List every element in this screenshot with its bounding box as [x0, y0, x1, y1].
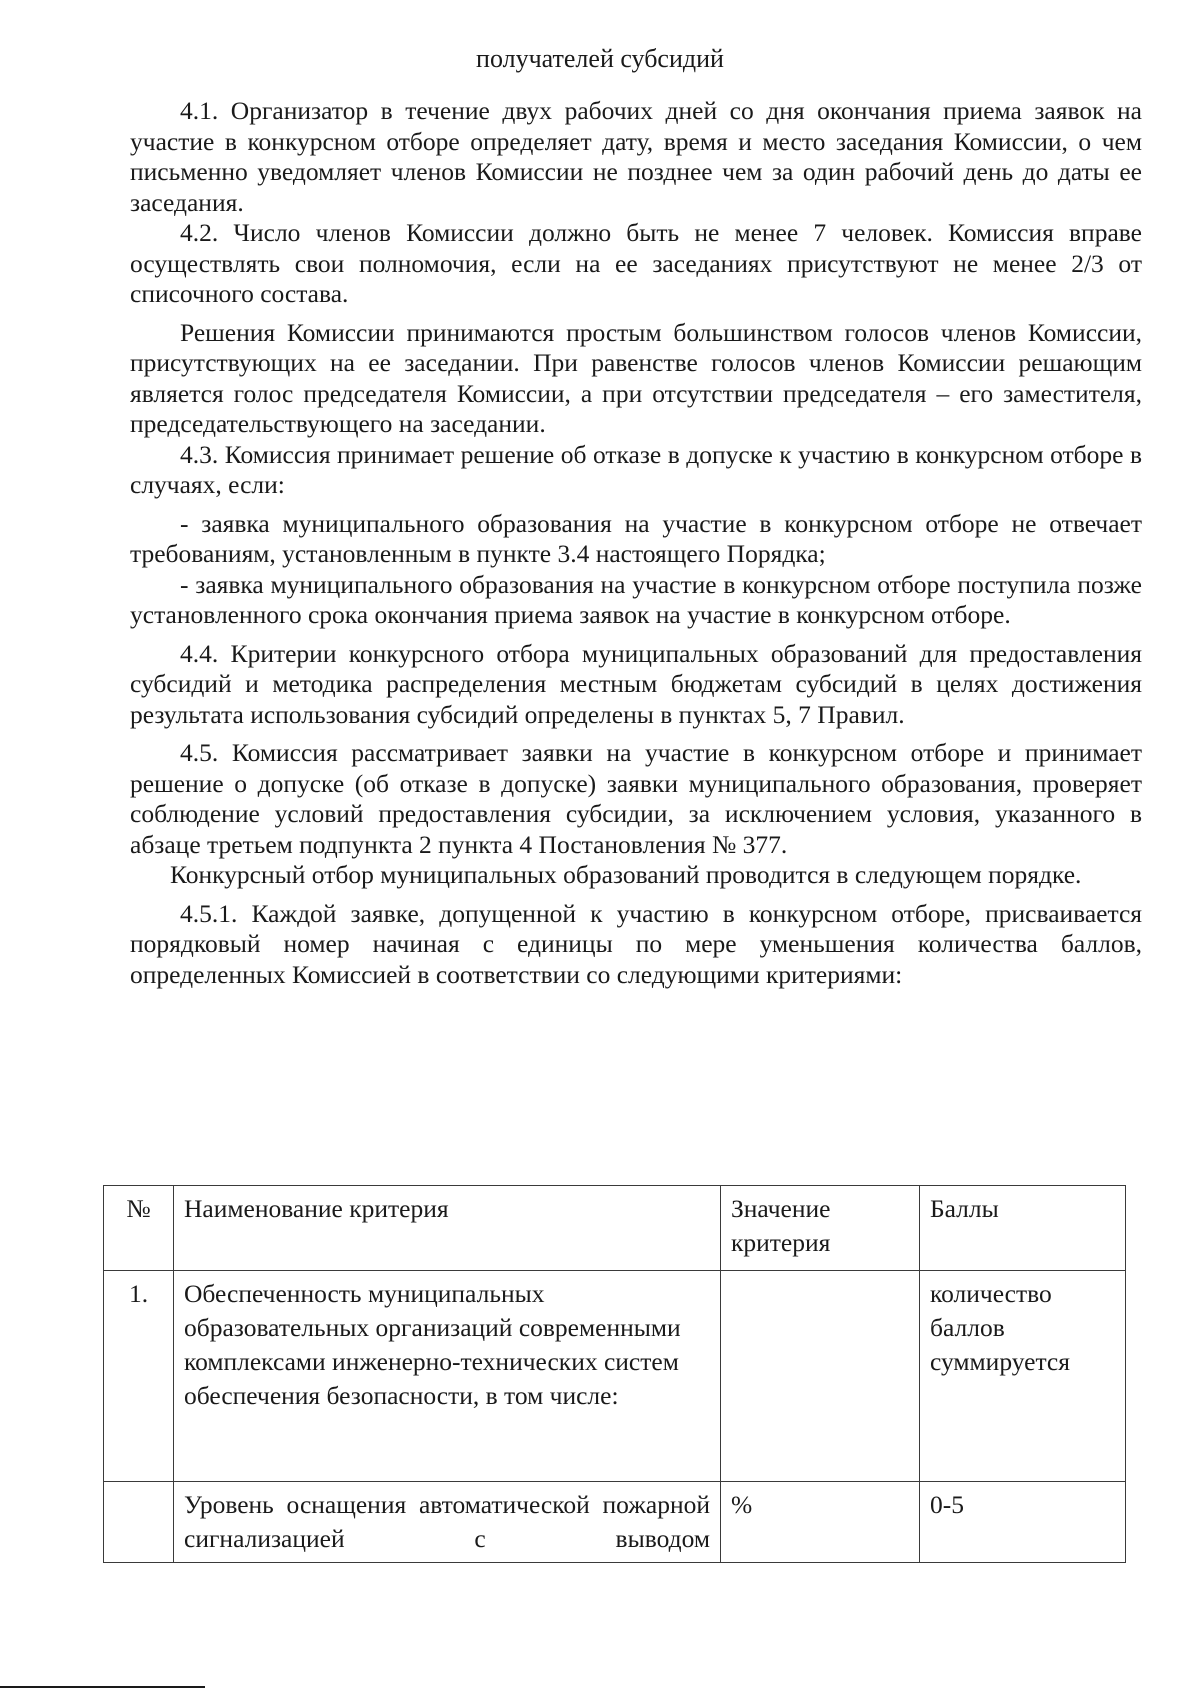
list-item-refusal-2: - заявка муниципального образования на участие в конкурсном отборе поступила позже установленного срока окончания приема заявок на участие в конкурсном отборе. [130, 569, 1142, 629]
paragraph-4-2: 4.2. Число членов Комиссии должно быть не менее 7 человек. Комиссия вправе осуществлять свои полномочия, если на ее заседаниях присутствуют не менее 2/3 от списочного состава. [130, 218, 1142, 308]
header-criterion-name: Наименование критерия [174, 1186, 721, 1271]
table-header-row [104, 1186, 1126, 1271]
page-header: получателей субсидий [476, 44, 724, 73]
criterion-score: 0-5 [920, 1482, 1126, 1563]
paragraph-decisions: Решения Комиссии принимаются простым большинством голосов членов Комиссии, присутствующих на ее заседании. При равенстве голосов членов Комиссии решающим является голос председателя Комиссии, а при отсутствии председателя – его заместителя, председательствующего на заседании. [130, 317, 1142, 438]
criterion-score: количество баллов суммируется [920, 1271, 1126, 1482]
paragraph-4-1: 4.1. Организатор в течение двух рабочих дней со дня окончания приема заявок на участие в конкурсном отборе определяет дату, время и место заседания Комиссии, о чем письменно уведомляет членов Комиссии не позднее чем за один рабочий день до даты ее заседания. [130, 96, 1142, 217]
criteria-table [103, 1185, 1126, 1563]
criterion-name: Обеспеченность муниципальных образовательных организаций современными комплексами инженерно-технических систем обеспечения безопасности, в том числе: [174, 1271, 721, 1482]
criterion-value: % [721, 1482, 920, 1563]
criterion-name: Уровень оснащения автоматической пожарной сигнализацией с выводом [174, 1482, 721, 1563]
paragraph-4-5: 4.5. Комиссия рассматривает заявки на участие в конкурсном отборе и принимает решение о допуске (об отказе в допуске) заявки муниципального образования, проверяет соблюдение условий предоставления субсидии, за исключением условия, указанного в абзаце третьем подпункта 2 пункта 4 Постановления № 377. [130, 738, 1142, 859]
document-body [130, 96, 1142, 990]
list-item-refusal-1: - заявка муниципального образования на участие в конкурсном отборе не отвечает требованиям, установленным в пункте 3.4 настоящего Порядка; [130, 508, 1142, 568]
header-score: Баллы [920, 1186, 1126, 1271]
paragraph-selection-order: Конкурсный отбор муниципальных образований проводится в следующем порядке. [170, 860, 1082, 889]
table-row [104, 1482, 1126, 1563]
paragraph-4-5-1: 4.5.1. Каждой заявке, допущенной к участию в конкурсном отборе, присваивается порядковый номер начиная с единицы по мере уменьшения количества баллов, определенных Комиссией в соответствии со следующими критериями: [130, 898, 1142, 989]
row-number [104, 1482, 174, 1563]
footnote-divider [0, 1686, 205, 1688]
row-number: 1. [104, 1271, 174, 1482]
table-row [104, 1271, 1126, 1482]
criterion-value [721, 1271, 920, 1482]
header-number: № [104, 1186, 174, 1271]
header-criterion-value: Значение критерия [721, 1186, 920, 1271]
paragraph-4-3: 4.3. Комиссия принимает решение об отказе в допуске к участию в конкурсном отборе в случаях, если: [130, 439, 1142, 499]
paragraph-4-4: 4.4. Критерии конкурсного отбора муниципальных образований для предоставления субсидий и методика распределения местным бюджетам субсидий в целях достижения результата использования субсидий определены в пунктах 5, 7 Правил. [130, 638, 1142, 729]
